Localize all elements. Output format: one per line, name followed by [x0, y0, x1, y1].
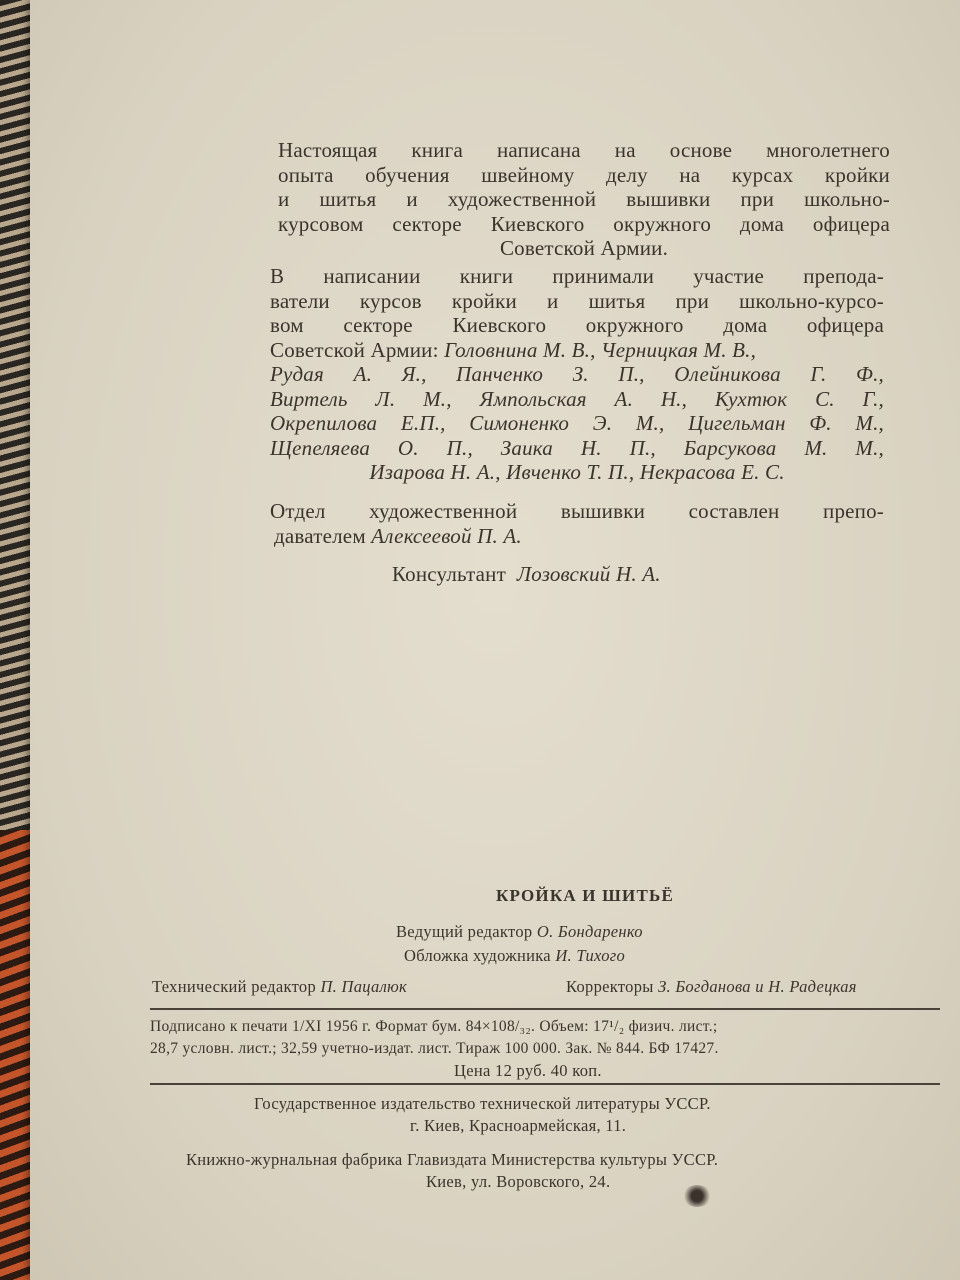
- price-line: Цена 12 руб. 40 коп.: [454, 1061, 602, 1080]
- participants-line: [270, 338, 884, 363]
- participants-line: вом секторе Киевского окружного дома офицера: [270, 313, 884, 337]
- book-title: КРОЙКА И ШИТЬЁ: [496, 886, 674, 905]
- publisher-line: Государственное издательство технической литературы УССР.: [254, 1094, 711, 1113]
- embroidery-line: [270, 524, 884, 549]
- cover-artist-name: И. Тихого: [555, 946, 626, 965]
- embroidery-line: Отдел художественной вышивки составлен препо-: [270, 499, 884, 523]
- correctors-line: [566, 977, 857, 997]
- factory-line: Книжно-журнальная фабрика Главиздата Министерства культуры УССР.: [186, 1150, 719, 1169]
- factory-address: Киев, ул. Воровского, 24.: [426, 1172, 611, 1191]
- intro-line: опыта обучения швейному делу на курсах кройки: [278, 162, 890, 187]
- participant-names: Головнина М. В., Черницкая М. В.,: [444, 337, 757, 362]
- divider-top: [150, 1008, 940, 1010]
- cover-artist-line: [404, 946, 625, 966]
- cover-artist-label: Обложка художника: [404, 946, 551, 965]
- tech-editor-line: [152, 977, 407, 997]
- participants-line: ватели курсов кройки и шитья при школьно-курсо-: [270, 288, 884, 313]
- participant-names: Виртель Л. М., Ямпольская А. Н., Кухтюк С. Г.,: [270, 386, 884, 411]
- correctors-names: З. Богданова и Н. Радецкая: [658, 977, 857, 996]
- print-details-line: Подписано к печати 1/XI 1956 г. Формат бум. 84×108/₃₂. Объем: 17¹/₂ физич. лист.;: [150, 1018, 718, 1035]
- participants-line: В написании книги принимали участие препода-: [270, 264, 884, 288]
- correctors-label: Корректоры: [566, 977, 654, 996]
- participant-names: Изарова Н. А., Ивченко Т. П., Некрасова Е. С.: [369, 460, 785, 484]
- intro-line: и шитья и художественной вышивки при школьно-: [278, 187, 890, 211]
- print-details-line: 28,7 условн. лист.; 32,59 учетно-издат. лист. Тираж 100 000. Зак. № 844. БФ 17427.: [150, 1040, 719, 1057]
- lead-editor-line: [396, 922, 643, 942]
- participant-names: Рудая А. Я., Панченко З. П., Олейникова Г. Ф.,: [270, 362, 884, 386]
- publisher-address: г. Киев, Красноармейская, 11.: [410, 1116, 627, 1135]
- participants-prefix: Советской Армии:: [270, 337, 439, 362]
- intro-line: курсовом секторе Киевского окружного дома офицера: [278, 211, 890, 236]
- embroidery-prefix: давателем: [274, 523, 366, 548]
- lead-editor-name: О. Бондаренко: [536, 922, 643, 941]
- embroidery-paragraph: [270, 499, 884, 548]
- ink-stain: [682, 1185, 712, 1207]
- consultant-label: Консультант: [392, 562, 506, 586]
- tech-editor-label: Технический редактор: [152, 977, 316, 996]
- embroidery-author: Алексеевой П. А.: [371, 523, 522, 548]
- intro-paragraph: [278, 138, 890, 261]
- consultant-name: Лозовский Н. А.: [516, 562, 661, 586]
- consultant-line: [392, 562, 661, 587]
- book-page: [30, 0, 960, 1280]
- participants-paragraph: [270, 264, 884, 485]
- intro-line: Советской Армии.: [499, 236, 669, 260]
- participant-names: Окрепилова Е.П., Симоненко Э. М., Цигельман Ф. М.,: [270, 411, 884, 435]
- participant-names: Щепеляева О. П., Заика Н. П., Барсукова М. М.,: [270, 435, 884, 460]
- intro-line: Настоящая книга написана на основе многолетнего: [278, 138, 890, 162]
- lead-editor-label: Ведущий редактор: [396, 922, 533, 941]
- divider-bottom: [150, 1083, 940, 1085]
- tech-editor-name: П. Пацалюк: [320, 977, 408, 996]
